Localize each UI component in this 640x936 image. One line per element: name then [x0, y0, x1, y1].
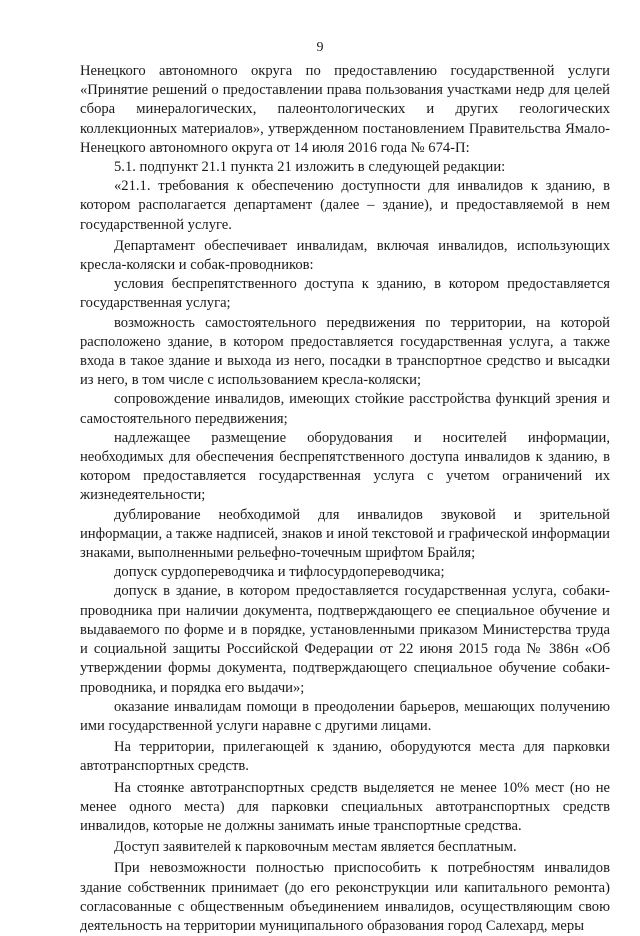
- paragraph-movement: возможность самостоятельного передвижения по территории, на которой расположено здание, в котором предоставляется государственная услуга, а также входа в такое здание и выхода из него, посадки в транспортное средство и высадки из него, в том числе с использованием кресла-коляски;: [80, 314, 610, 389]
- paragraph-assistance: оказание инвалидам помощи в преодолении барьеров, мешающих получению ими государственной услуги наравне с другими лицами.: [80, 698, 610, 734]
- paragraph-access-conditions: условия беспрепятственного доступа к зданию, в котором предоставляется государственная услуга;: [80, 276, 610, 312]
- paragraph-requirements-21-1: «21.1. требования к обеспечению доступности для инвалидов к зданию, в котором располагается департамент (далее – здание), и предоставляемой в нем государственной услуге.: [80, 178, 610, 233]
- paragraph-duplication: дублирование необходимой для инвалидов звуковой и зрительной информации, а также надписей, знаков и иной текстовой и графической информации знаками, выполненными рельефно-точечным шрифтом Брайля;: [80, 506, 610, 562]
- paragraph-parking-share: На стоянке автотранспортных средств выделяется не менее 10% мест (но не менее одного места) для парковки специальных автотранспортных средств инвалидов, которые не должны занимать иные транспортные средства.: [80, 779, 610, 834]
- paragraph-subpoint-5-1: 5.1. подпункт 21.1 пункта 21 изложить в следующей редакции:: [114, 159, 506, 176]
- paragraph-equipment-placement: надлежащее размещение оборудования и носителей информации, необходимых для обеспечения беспрепятственного доступа инвалидов к зданию, в котором предоставляется государственная услуга с учетом ограничений их жизнедеятельности;: [80, 429, 610, 504]
- document-body: [80, 62, 610, 936]
- paragraph-interpreter-admission: допуск сурдопереводчика и тифлосурдопереводчика;: [114, 564, 445, 581]
- paragraph-escort: сопровождение инвалидов, имеющих стойкие расстройства функций зрения и самостоятельного передвижения;: [80, 391, 610, 427]
- paragraph-guide-dog-admission: допуск в здание, в котором предоставляется государственная услуга, собаки-проводника при наличии документа, подтверждающего ее специальное обучение и выдаваемого по форме и в порядке, установленными приказом Министерства труда и социальной защиты Российской Федерации от 22 июня 2015 года № 386н «Об утверждении формы документа, подтверждающего специальное обучение собаки-проводника, и порядка его выдачи»;: [80, 583, 610, 696]
- paragraph-intro: Ненецкого автономного округа по предоставлению государственной услуги «Принятие решений о предоставлении права пользования участками недр для целей сбора минералогических, палеонтологических и других геологических коллекционных материалов», утвержденном постановлением Правительства Ямало-Ненецкого автономного округа от 14 июля 2016 года № 674-П:: [80, 63, 610, 156]
- paragraph-parking-area: На территории, прилегающей к зданию, оборудуются места для парковки автотранспортных средств.: [80, 739, 610, 775]
- page-number: 9: [316, 40, 324, 55]
- paragraph-building-measures: При невозможности полностью приспособить к потребностям инвалидов здание собственник принимает (до его реконструкции или капитального ремонта) согласованные с общественным объединением инвалидов, осуществляющим свою деятельность на территории муниципального образования город Салехард, меры: [80, 860, 610, 934]
- paragraph-free-parking: Доступ заявителей к парковочным местам является бесплатным.: [114, 839, 517, 856]
- paragraph-department-provides: Департамент обеспечивает инвалидам, включая инвалидов, использующих кресла-коляски и собак-проводников:: [80, 237, 610, 274]
